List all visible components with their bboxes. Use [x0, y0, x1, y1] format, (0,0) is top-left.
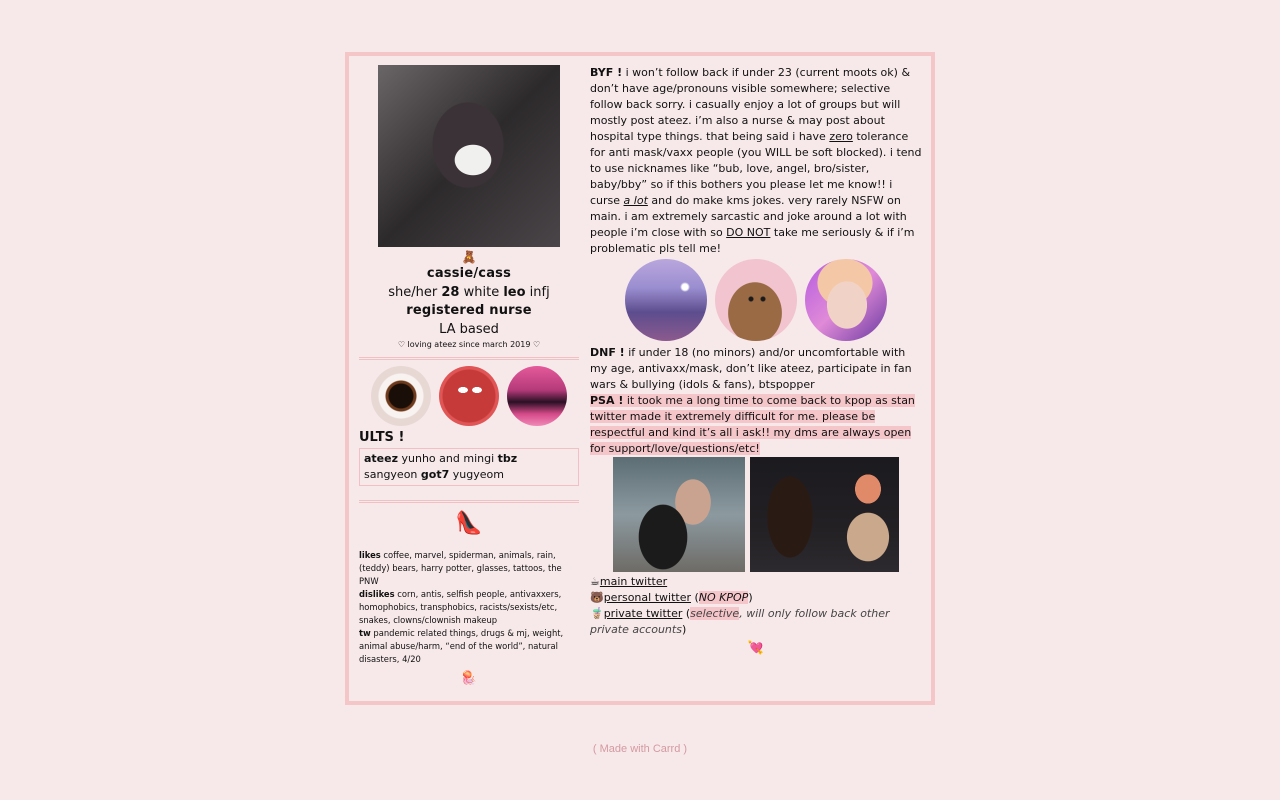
- profile-photo: [378, 65, 560, 247]
- psa-paragraph: PSA ! it took me a long time to come back to kpop as stan twitter made it extremely difficult for me. please be respectful and kind it’s all i ask!! my dms are always open for support/love/questions/etc!: [590, 394, 915, 455]
- ults-row: ateez yunho and mingi tbz: [364, 452, 518, 465]
- personal-twitter-link[interactable]: personal twitter: [603, 591, 691, 604]
- personal-twitter-row: 🐻personal twitter (NO KPOP): [590, 591, 753, 604]
- likes-list: [359, 549, 579, 666]
- main-twitter-link[interactable]: main twitter: [599, 575, 668, 588]
- likes-item: likes coffee, marvel, spiderman, animals, rain, (teddy) bears, harry potter, glasses, tattoos, the PNW: [359, 550, 562, 586]
- pink-sky-image: [507, 366, 567, 426]
- fan-since: ♡ loving ateez since march 2019 ♡: [397, 340, 541, 349]
- heart-icon: 💘: [747, 641, 765, 656]
- spiderman-image: [439, 366, 499, 426]
- private-twitter-row: 🧋private twitter (selective, will only follow back other private accounts): [590, 607, 890, 636]
- location: LA based: [439, 322, 499, 337]
- jellyfish-icon: 🪼: [460, 671, 478, 686]
- idol-image: [805, 259, 887, 341]
- bear-icon: 🐻: [590, 591, 604, 604]
- main-twitter-row: [590, 574, 922, 590]
- fansign-photo: [750, 457, 899, 572]
- dislikes-item: dislikes corn, antis, selfish people, antivaxxers, homophobics, transphobics, racists/sexists/etc, snakes, clowns/clownish makeup: [359, 589, 562, 625]
- fansign-photo: [613, 457, 745, 572]
- divider: [359, 357, 579, 360]
- ults-box: [359, 448, 579, 486]
- city-image: [625, 259, 707, 341]
- twitter-links: [590, 574, 922, 638]
- ults-title: ULTS !: [359, 430, 405, 445]
- teddy-bear-icon: 🧸: [461, 250, 477, 264]
- bear-image: [715, 259, 797, 341]
- right-column: [590, 65, 922, 658]
- left-column: [359, 65, 579, 688]
- mood-circles: [590, 259, 922, 341]
- selective-note: selective: [690, 607, 740, 620]
- dnf-paragraph: DNF ! if under 18 (no minors) and/or uncomfortable with my age, antivaxx/mask, don’t like ateez, participate in fan wars & bullying (idols & fans), btspopper: [590, 346, 912, 391]
- fansign-photos: [590, 457, 922, 572]
- job-title: registered nurse: [406, 303, 532, 318]
- bubble-tea-icon: 🧋: [590, 607, 604, 620]
- ults-row: sangyeon got7 yugyeom: [364, 468, 504, 481]
- byf-paragraph: BYF ! i won’t follow back if under 23 (current moots ok) & don’t have age/pronouns visible somewhere; selective follow back sorry. i casually enjoy a lot of groups but will mostly post ateez. i’m also a nurse & may post about hospital type things. that being said i have zero tolerance for anti mask/vaxx people (you WILL be soft blocked). i tend to use nicknames like “bub, love, angel, bro/sister, baby/bby” so if this bothers you please let me know!! i curse a lot and do make kms jokes. very rarely NSFW on main. i am extremely sarcastic and joke around a lot with people i’m close with so DO NOT take me seriously & if i’m problematic pls tell me!: [590, 66, 922, 255]
- profile-card: [345, 52, 935, 705]
- pronouns-line: she/her 28 white leo infj: [388, 285, 550, 300]
- divider: [359, 500, 579, 503]
- coffee-icon: ☕: [590, 575, 600, 588]
- no-kpop-note: NO KPOP: [698, 591, 749, 604]
- made-with-carrd-link[interactable]: ( Made with Carrd ): [592, 743, 688, 755]
- interest-circles: [359, 366, 579, 426]
- private-twitter-link[interactable]: private twitter: [603, 607, 683, 620]
- coffee-image: [371, 366, 431, 426]
- high-heel-icon: 👠: [455, 511, 483, 536]
- display-name: cassie/cass: [426, 266, 512, 281]
- tw-item: tw pandemic related things, drugs & mj, weight, animal abuse/harm, “end of the world”, natural disasters, 4/20: [359, 628, 564, 664]
